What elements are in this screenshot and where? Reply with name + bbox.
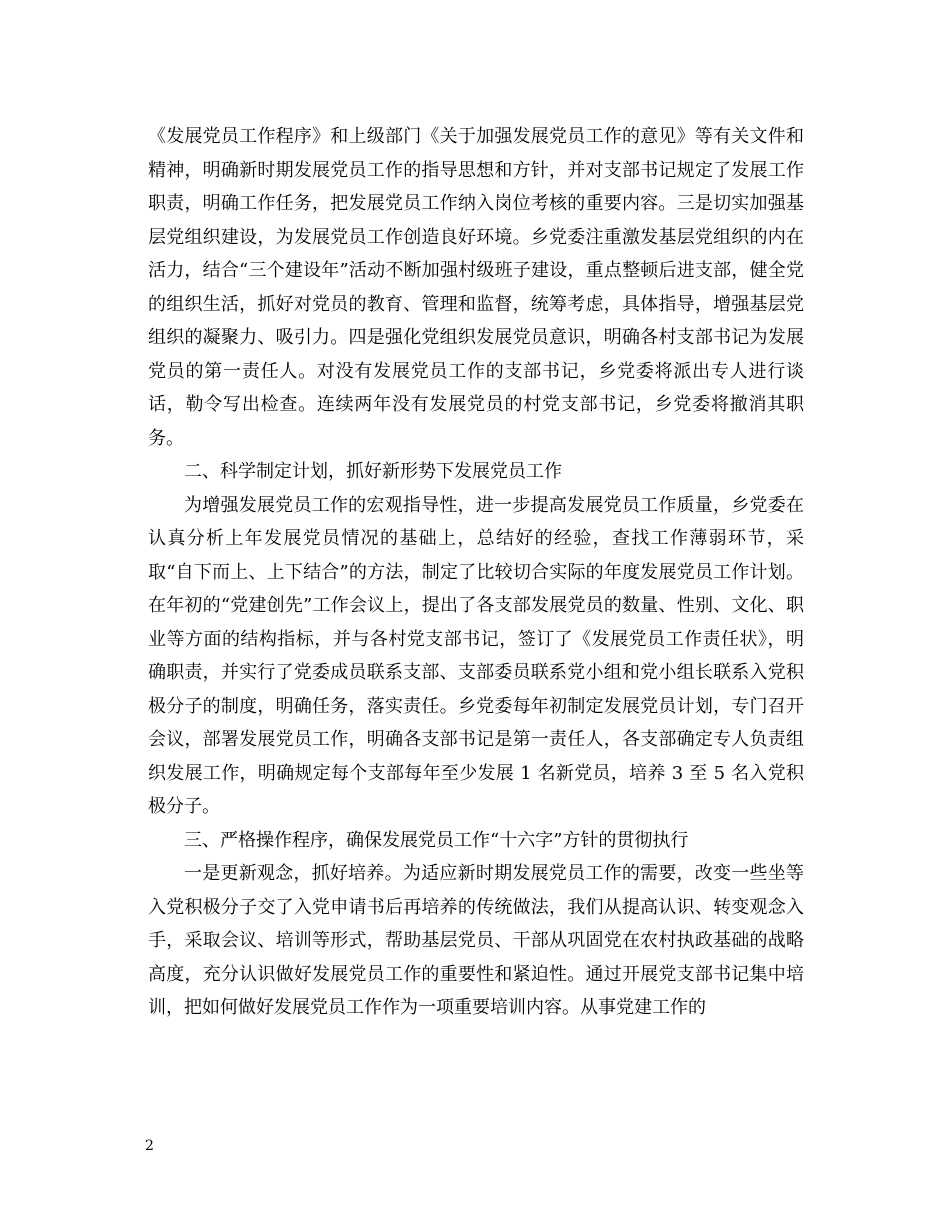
paragraph-5: 一是更新观念，抓好培养。为适应新时期发展党员工作的需要，改变一些坐等入党积极分子交了入党申请书后再培养的传统做法，我们从提高认识、转变观念入手，采取会议、培训等形式，帮助基层党员、干部从巩固党在农村执政基础的战略高度，充分认识做好发展党员工作的重要性和紧迫性。通过开展党支部书记集中培训，把如何做好发展党员工作作为一项重要培训内容。从事党建工作的 (148, 863, 804, 1018)
page-number: 2 (145, 1138, 154, 1154)
paragraph-1: 《发展党员工作程序》和上级部门《关于加强发展党员工作的意见》等有关文件和精神，明确新时期发展党员工作的指导思想和方针，并对支部书记规定了发展工作职责，明确工作任务，把发展党员工作纳入岗位考核的重要内容。三是切实加强基层党组织建设，为发展党员工作创造良好环境。乡党委注重激发基层党组织的内在活力，结合“三个建设年”活动不断加强村级班子建设，重点整顿后进支部，健全党的组织生活，抓好对党员的教育、管理和监督，统筹考虑，具体指导，增强基层党组织的凝聚力、吸引力。四是强化党组织发展党员意识，明确各村支部书记为发展党员的第一责任人。对没有发展党员工作的支部书记，乡党委将派出专人进行谈话，勒令写出检查。连续两年没有发展党员的村党支部书记，乡党委将撤消其职务。 (148, 126, 804, 449)
paragraph-3: 为增强发展党员工作的宏观指导性，进一步提高发展党员工作质量，乡党委在认真分析上年发展党员情况的基础上，总结好的经验，查找工作薄弱环节，采取“自下而上、上下结合”的方法，制定了比较切合实际的年度发展党员工作计划。在年初的“党建创先”工作会议上，提出了各支部发展党员的数量、性别、文化、职业等方面的结构指标，并与各村党支部书记，签订了《发展党员工作责任状》，明确职责，并实行了党委成员联系支部、支部委员联系党小组和党小组长联系入党积极分子的制度，明确任务，落实责任。乡党委每年初制定发展党员计划，专门召开会议，部署发展党员工作，明确各支部书记是第一责任人，各支部确定专人负责组织发展工作，明确规定每个支部每年至少发展 1 名新党员，培养 3 至 5 名入党积极分子。 (148, 494, 804, 817)
section-heading-2: 二、科学制定计划，抓好新形势下发展党员工作 (184, 461, 562, 482)
body-text (148, 120, 804, 1025)
section-heading-3: 三、严格操作程序，确保发展党员工作“十六字”方针的贯彻执行 (184, 829, 689, 851)
